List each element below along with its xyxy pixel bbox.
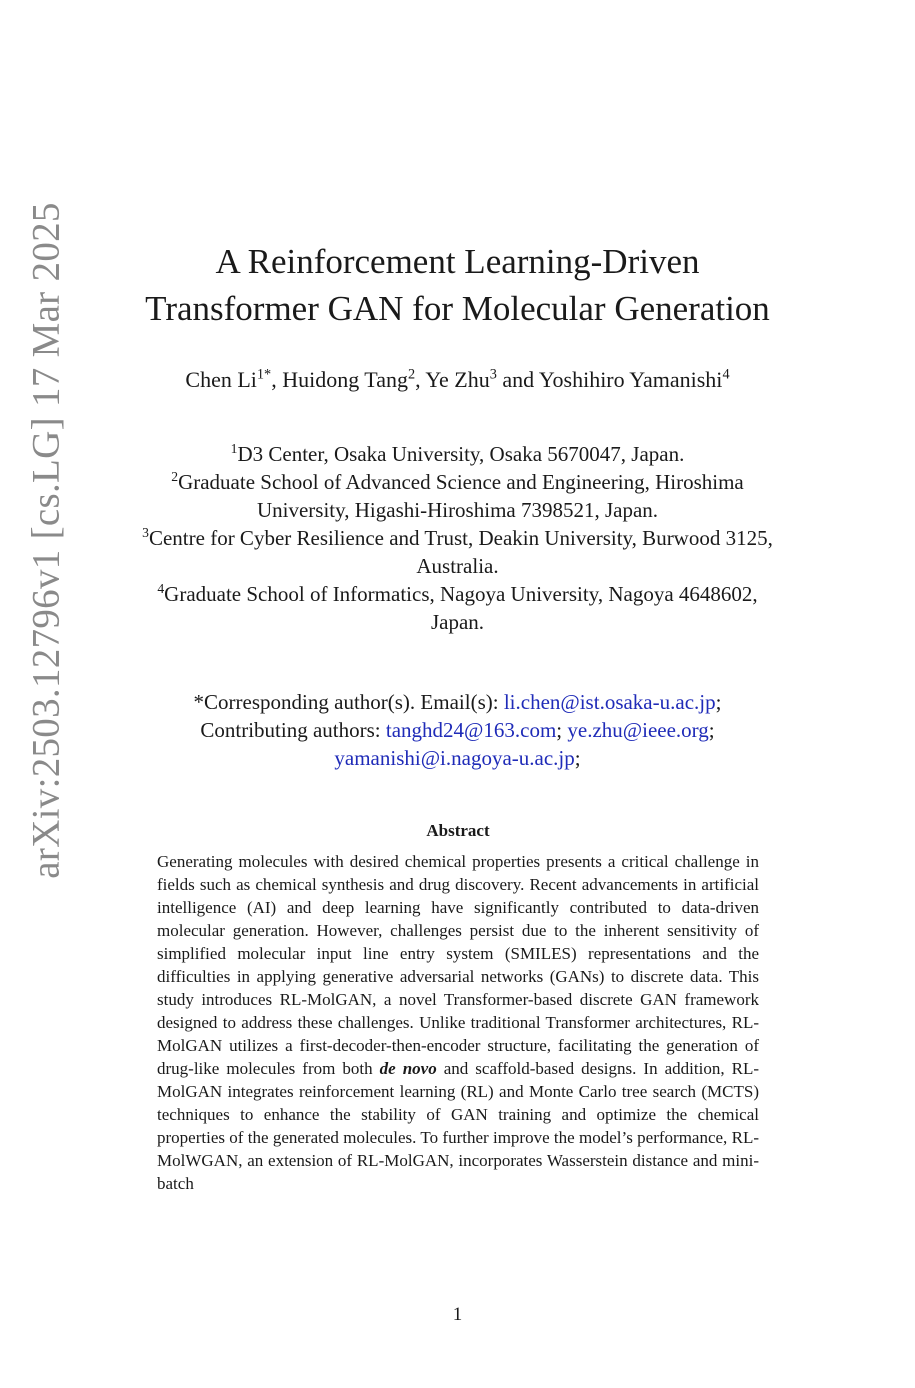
affiliation: $^2$Graduate School of Advanced Science and Engineering, Hiroshima University, Higashi-Hiroshima 7398521, Japan.: [171, 469, 744, 522]
contributing-line: Contributing authors: tanghd24@163.com; ye.zhu@ieee.org;: [200, 718, 715, 742]
abstract-body: Generating molecules with desired chemical properties presents a critical challenge in fields such as chemical synthesis and drug discovery. Recent advancements in artificial intelligence (AI) and deep learning have significantly contributed to data-driven molecular generation. However, challenges persist due to the inherent sensitivity of simplified molecular input line entry system (SMILES) representations and the difficulties in applying generative adversarial networks (GANs) to discrete data. This study introduces RL-MolGAN, a novel Transformer-based discrete GAN framework designed to address these challenges. Unlike traditional Transformer architectures, RL-MolGAN utilizes a first-decoder-then-encoder structure, facilitating the generation of drug-like molecules from both de novo and scaffold-based designs. In addition, RL-MolGAN integrates reinforcement learning (RL) and Monte Carlo tree search (MCTS) techniques to enhance the stability of GAN training and optimize the chemical properties of the generated molecules. To further improve the model’s performance, RL-MolWGAN, an extension of RL-MolGAN, incorporates Wasserstein distance and mini-batch: [157, 852, 759, 1193]
page-number: 1: [452, 1304, 463, 1325]
title-line-2: Transformer GAN for Molecular Generation: [145, 289, 770, 328]
abstract-emphasis: de novo: [379, 1059, 437, 1078]
arxiv-id: arXiv:2503.12796v1 [cs.LG] 17 Mar 2025: [24, 201, 68, 879]
author-sup: 1*: [256, 366, 272, 383]
author-name: Huidong Tang: [282, 367, 408, 392]
email-link-tang[interactable]: tanghd24@163.com: [385, 718, 557, 742]
author-name: Ye Zhu: [425, 367, 490, 392]
arxiv-sidebar-stamp: [18, 175, 74, 905]
affiliation-list: [140, 440, 775, 636]
email-link-zhu[interactable]: ye.zhu@ieee.org: [567, 718, 709, 742]
affiliation: $^4$Graduate School of Informatics, Nagoya University, Nagoya 4648602, Japan.: [157, 581, 758, 634]
author-sup: 2: [407, 366, 416, 383]
affiliation: $^1$D3 Center, Osaka University, Osaka 5670047, Japan.: [230, 441, 685, 466]
correspondence-block: [140, 688, 775, 772]
title-line-1: A Reinforcement Learning-Driven: [215, 242, 700, 281]
author-list: Chen $Li^{1*}$, Huidong Tang$^2$, Ye Zhu$^3$ and Yoshihiro Yamanishi$^4$: [185, 366, 730, 392]
corresponding-line: *Corresponding author(s). Email(s): li.chen@ist.osaka-u.ac.jp;: [193, 690, 722, 714]
corresponding-email-link[interactable]: li.chen@ist.osaka-u.ac.jp: [503, 690, 716, 714]
affiliation: $^3$Centre for Cyber Resilience and Trust, Deakin University, Burwood 3125, Australia.: [142, 525, 773, 578]
email-link-yamanishi[interactable]: yamanishi@i.nagoya-u.ac.jp: [334, 746, 575, 770]
author-sup: 4: [722, 366, 730, 383]
abstract-heading: Abstract: [426, 821, 490, 840]
paper-title: [140, 238, 775, 332]
author-name: Chen Li: [185, 367, 257, 392]
author-name: Yoshihiro Yamanishi: [538, 367, 723, 392]
contributing-line-2: yamanishi@i.nagoya-u.ac.jp;: [334, 746, 581, 770]
author-sup: 3: [489, 366, 497, 383]
